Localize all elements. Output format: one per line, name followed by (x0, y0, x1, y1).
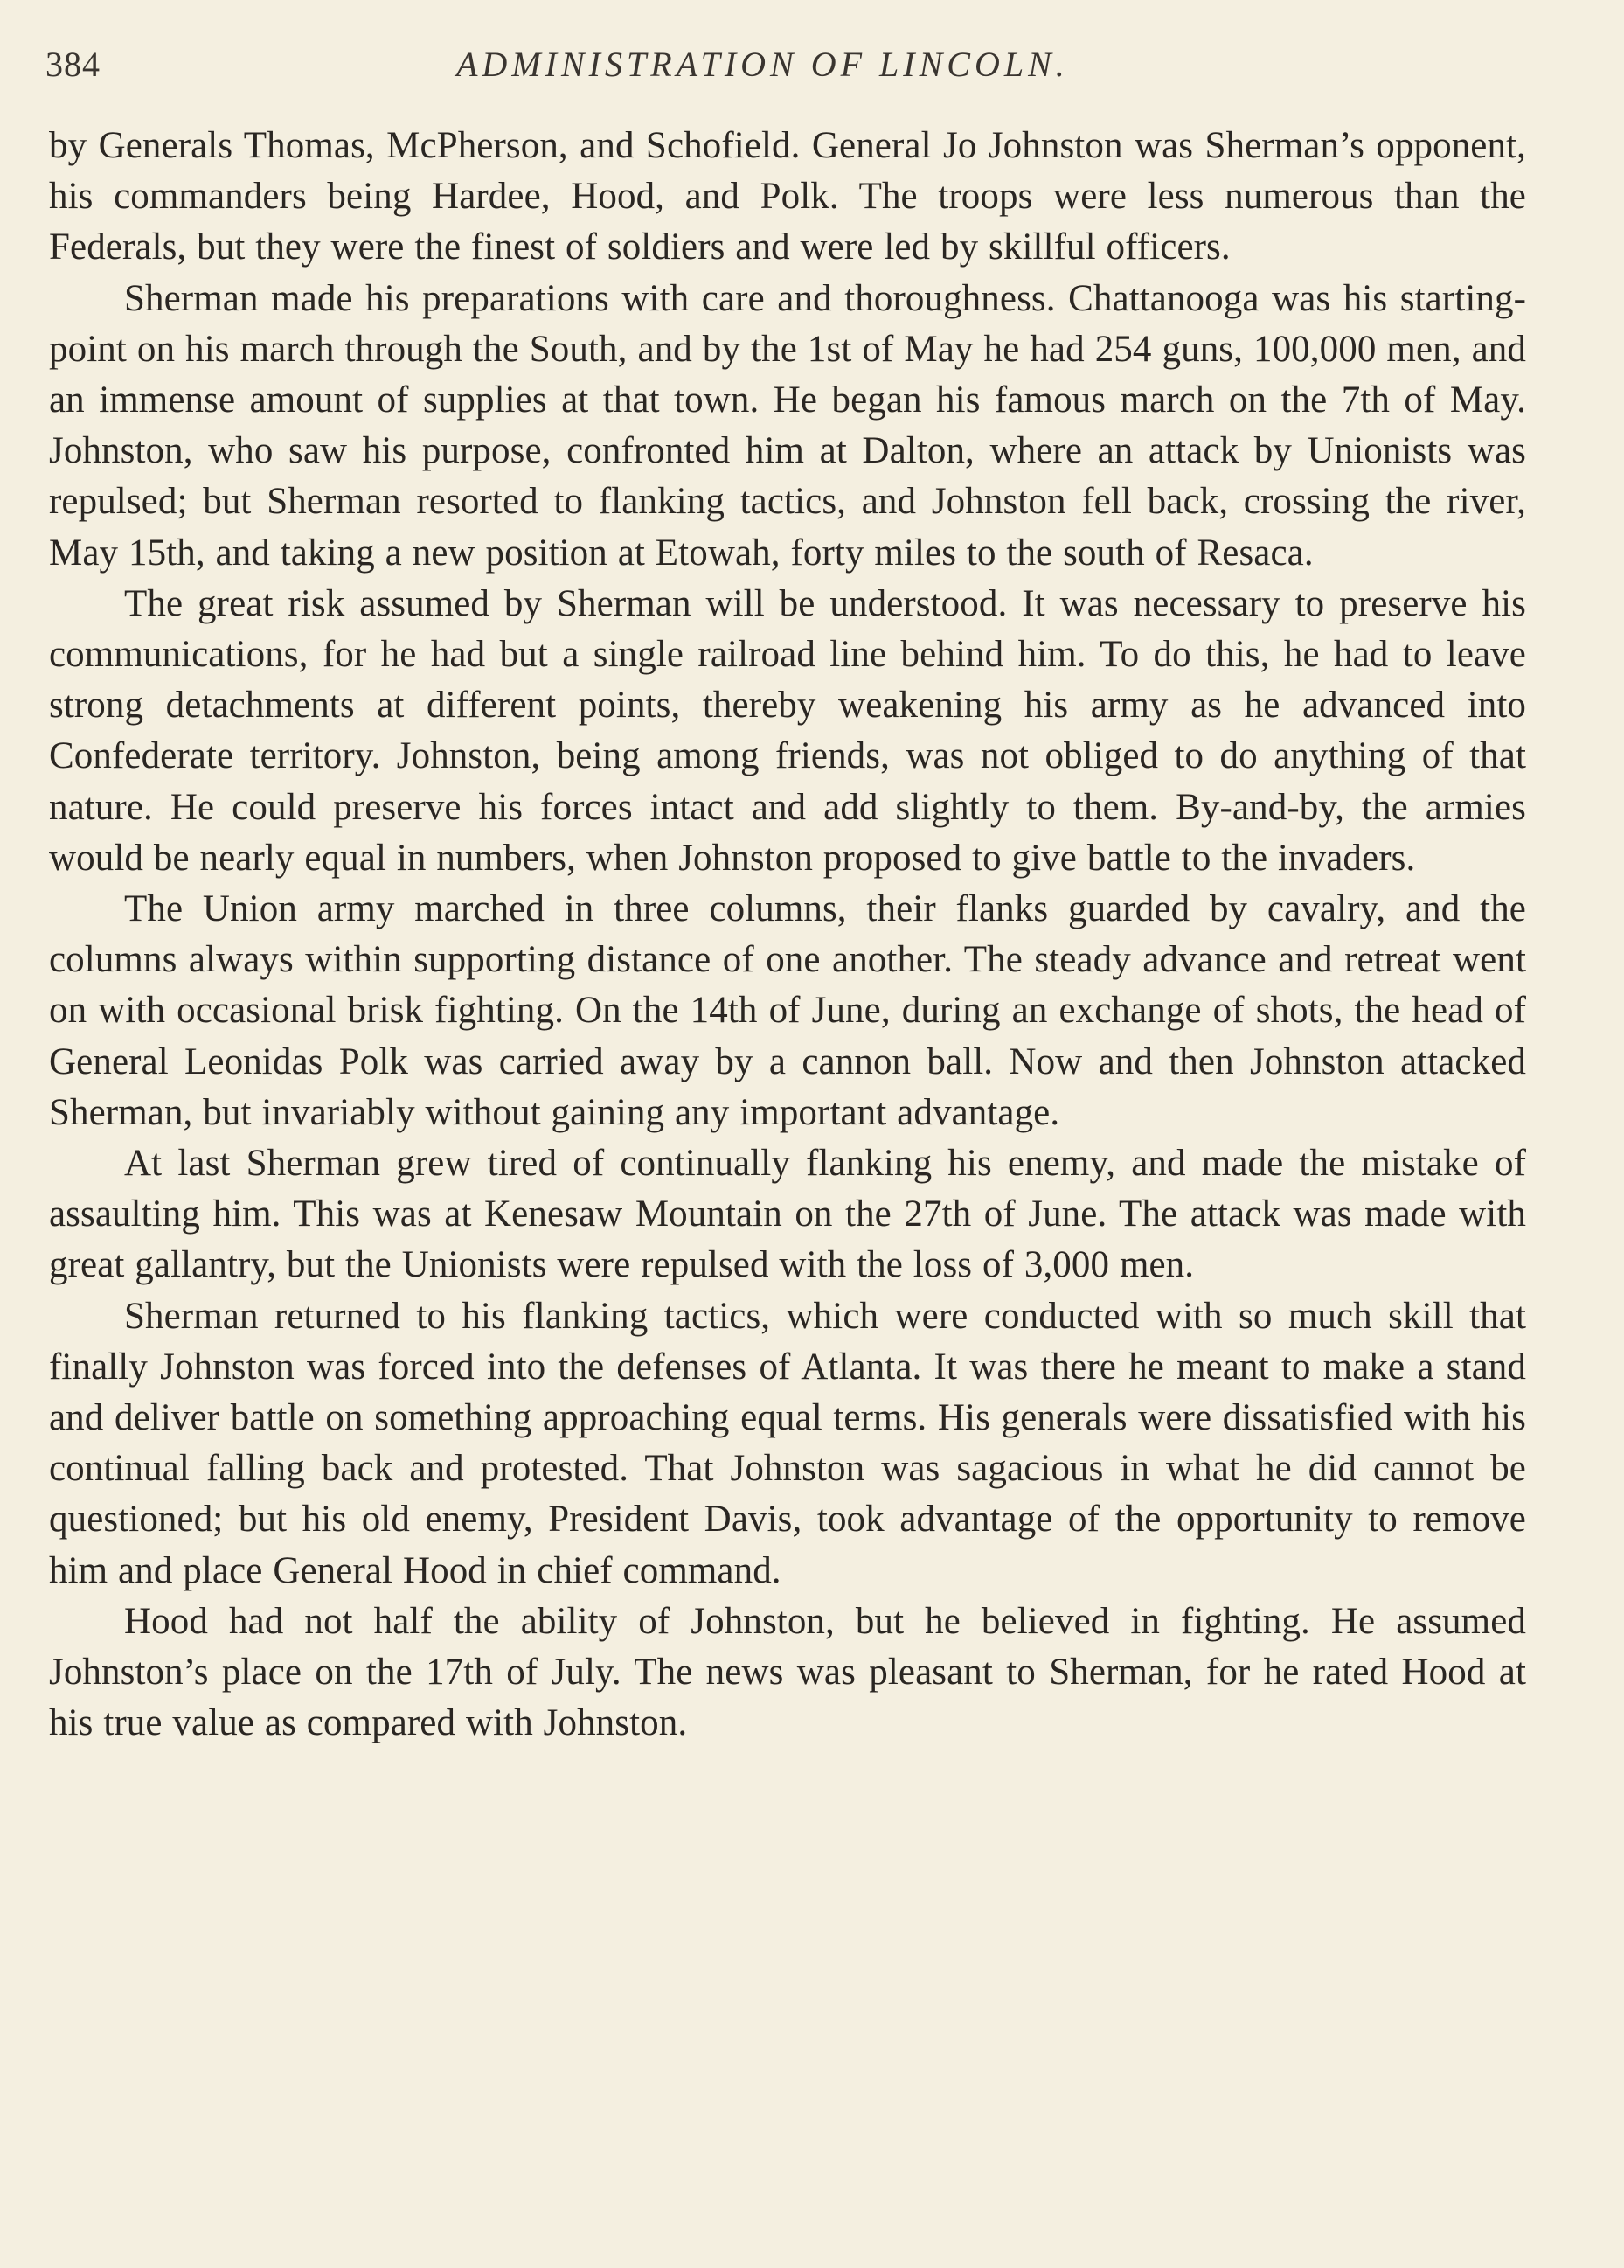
running-head: ADMINISTRATION OF LINCOLN. (456, 45, 1069, 84)
page-header (45, 38, 1584, 91)
page-number: 384 (45, 45, 101, 84)
body-text (49, 121, 1526, 1750)
paragraph: At last Sherman grew tired of continually flanking his enemy, and made the mistake of assaulting him. This was at Kenesaw Mountain on the 27th of June. The attack was made with great gallantry, but the Unionists were repulsed with the loss of 3,000 men. (49, 1143, 1526, 1286)
paragraph: by Generals Thomas, McPherson, and Schofield. General Jo Johnston was Sherman’s opponent, his commanders being Hardee, Hood, and Polk. The troops were less numerous than the Federals, but they were the finest of soldiers and were led by skillful officers. (49, 125, 1526, 268)
paragraph: Hood had not half the ability of Johnston, but he believed in fighting. He assumed Johnston’s place on the 17th of July. The news was pleasant to Sherman, for he rated Hood at his true value as compared with Johnston. (49, 1600, 1526, 1744)
paragraph: Sherman returned to his flanking tactics, which were conducted with so much skill that finally Johnston was forced into the defenses of Atlanta. It was there he meant to make a stand and deliver battle on something approaching equal terms. His generals were dissatisfied with his continual falling back and protested. That Johnston was sagacious in what he did cannot be questioned; but his old enemy, President Davis, took advantage of the opportunity to remove him and place General Hood in chief command. (49, 1295, 1526, 1591)
paragraph: The great risk assumed by Sherman will be understood. It was necessary to preserve his communications, for he had but a single railroad line behind him. To do this, he had to leave strong detachments at different points, thereby weakening his army as he advanced into Confederate territory. Johnston, being among friends, was not obliged to do anything of that nature. He could preserve his forces intact and add slightly to them. By-and-by, the armies would be nearly equal in numbers, when Johnston proposed to give battle to the invaders. (49, 582, 1526, 879)
paragraph: Sherman made his preparations with care and thoroughness. Chattanooga was his starting-point on his march through the South, and by the 1st of May he had 254 guns, 100,000 men, and an immense amount of supplies at that town. He began his famous march on the 7th of May. Johnston, who saw his purpose, confronted him at Dalton, where an attack by Unionists was repulsed; but Sherman resorted to flanking tactics, and Johnston fell back, crossing the river, May 15th, and taking a new position at Etowah, forty miles to the south of Resaca. (49, 277, 1526, 574)
paragraph: The Union army marched in three columns, their flanks guarded by cavalry, and the columns always within supporting distance of one another. The steady advance and retreat went on with occasional brisk fighting. On the 14th of June, during an exchange of shots, the head of General Leonidas Polk was carried away by a cannon ball. Now and then Johnston attacked Sherman, but invariably without gaining any important advantage. (49, 888, 1526, 1133)
